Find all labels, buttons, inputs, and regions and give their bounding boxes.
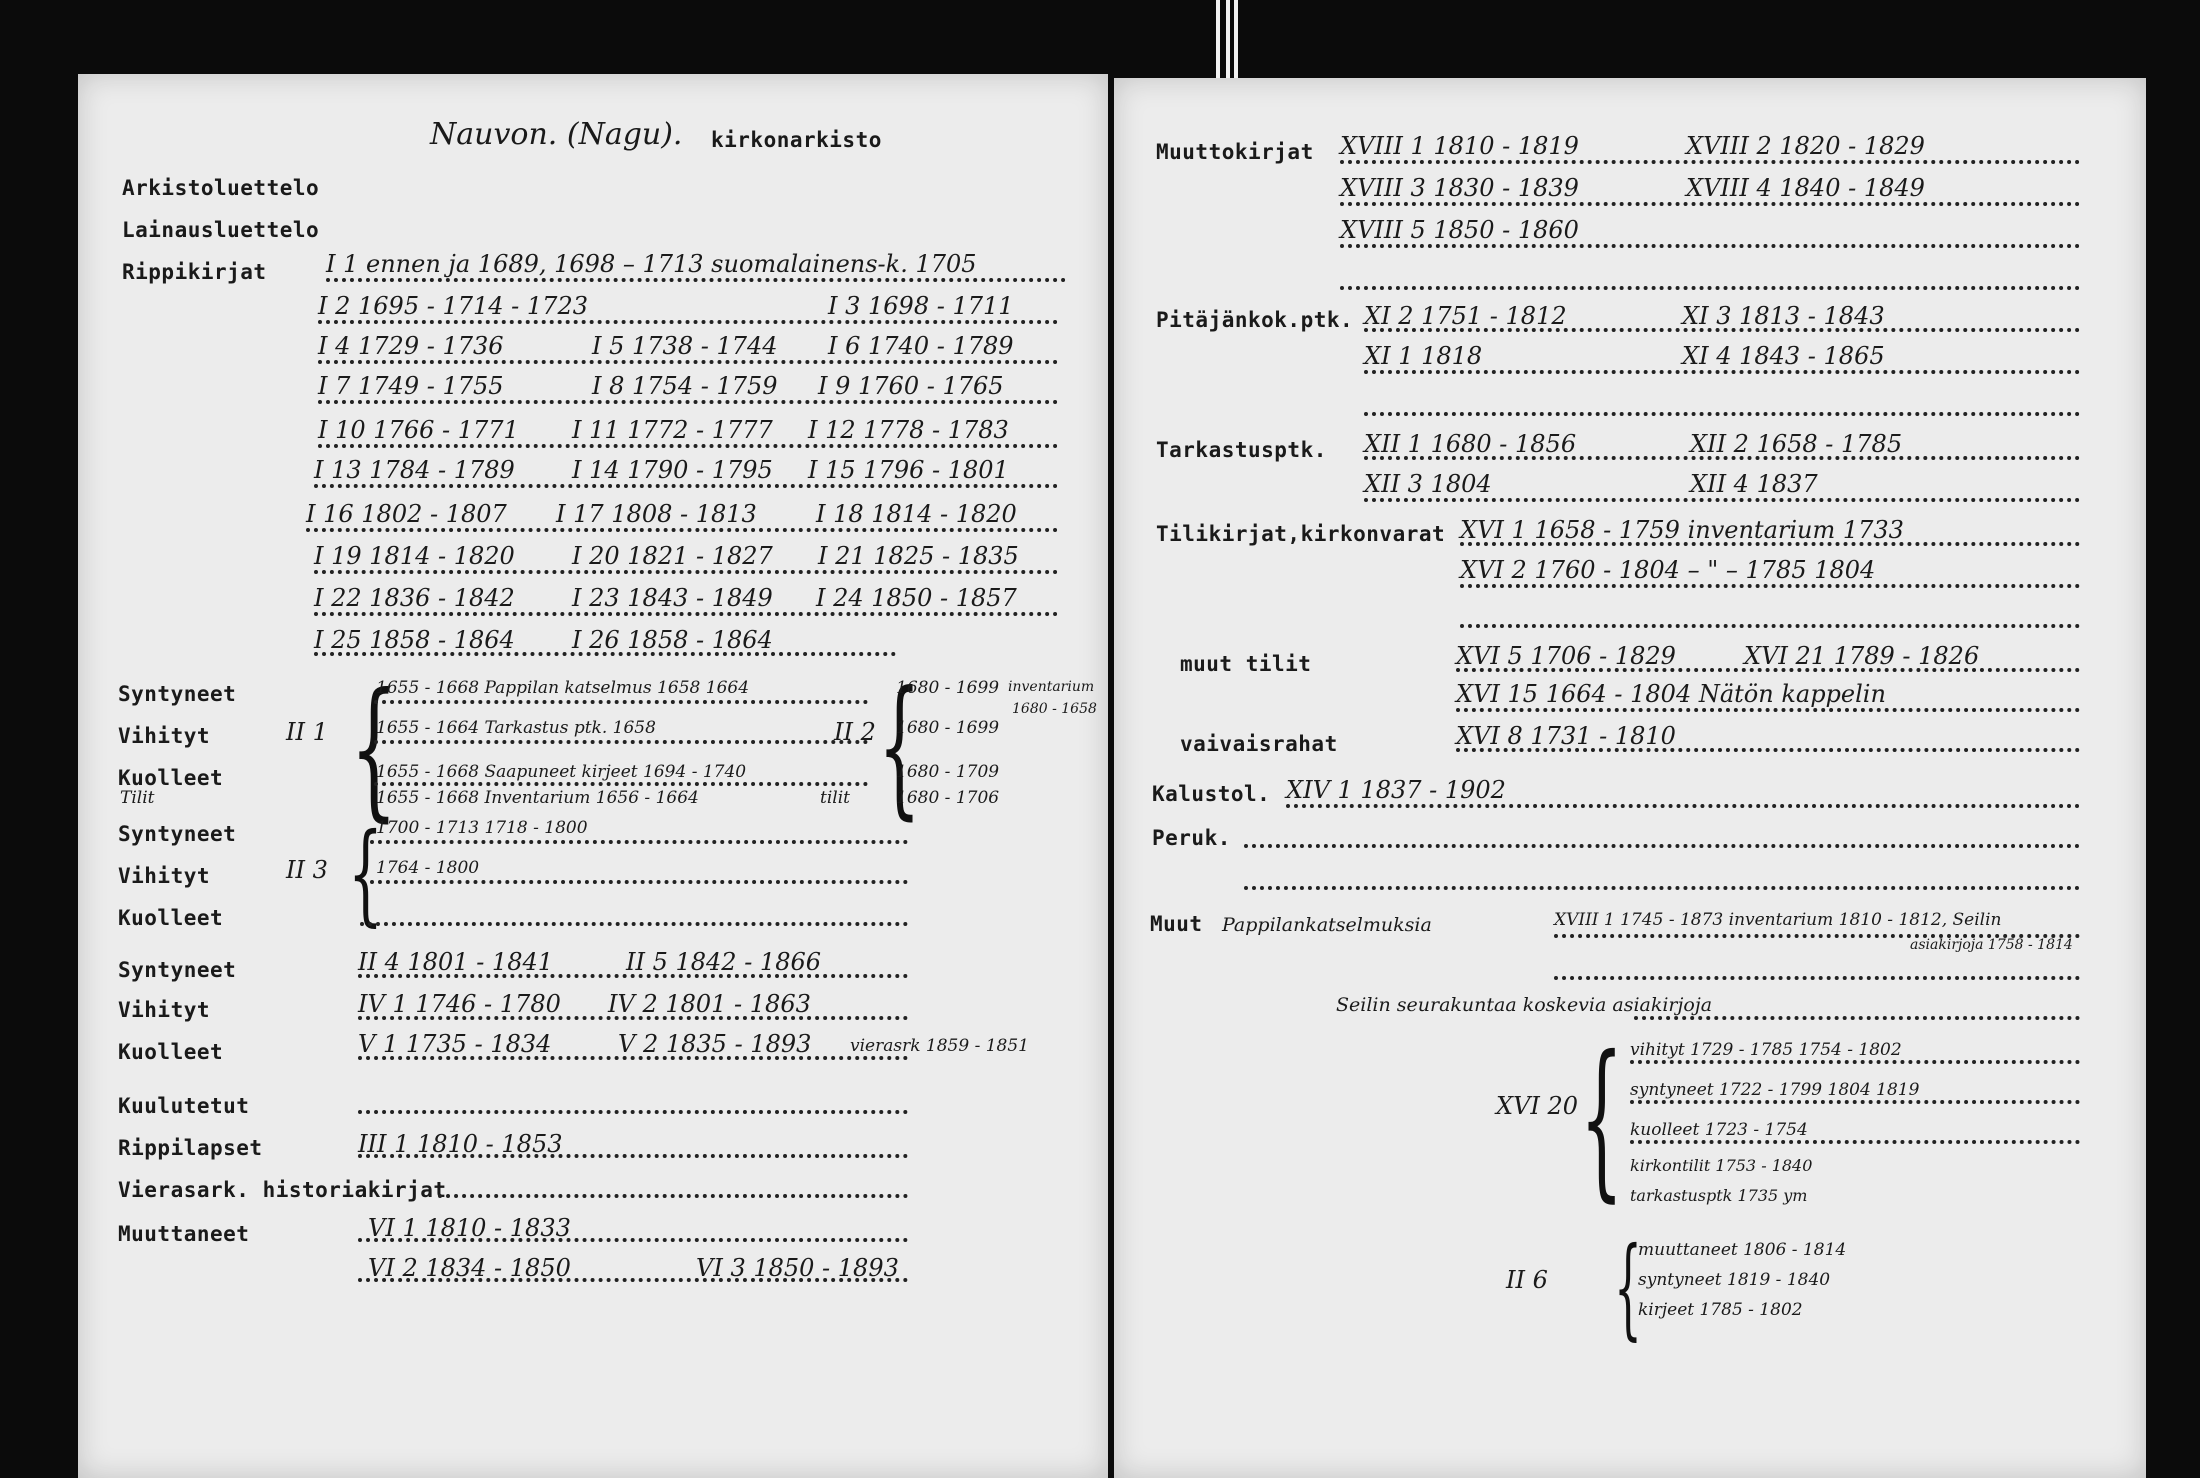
ref-ii-3: II 3 [286,856,328,884]
muut-tilit-row-1a: XVI 5 1706 - 1829 [1456,642,1676,670]
ii2-row-c: 1680 - 1709 [896,762,1000,782]
rippikirjat-row-6c: I 15 1796 - 1801 [808,456,1009,484]
row-v2-note: vierasrk 1859 - 1851 [850,1036,1029,1056]
pitajankok-row-2b: XI 4 1843 - 1865 [1682,342,1885,370]
ii1-row-b: 1655 - 1664 Tarkastus ptk. 1658 [376,718,656,738]
rippikirjat-row-1: I 1 ennen ja 1689, 1698 – 1713 suomalainens-k. 1705 [326,250,977,278]
rippikirjat-row-4a: I 7 1749 - 1755 [318,372,504,400]
muut-text: Pappilankatselmuksia [1222,914,1432,936]
dotted-rule [326,278,1066,282]
rippikirjat-row-9c: I 24 1850 - 1857 [816,584,1017,612]
dotted-rule [1456,748,2080,752]
label-rippilapset: Rippilapset [118,1136,263,1160]
tarkastus-row-2b: XII 4 1837 [1690,470,1818,498]
pitajankok-row-2a: XI 1 1818 [1364,342,1483,370]
rippikirjat-row-4c: I 9 1760 - 1765 [818,372,1004,400]
archive-title: Nauvon. (Nagu). [430,117,683,152]
row-vi1: VI 1 1810 - 1833 [368,1214,571,1242]
muutto-row-2b: XVIII 4 1840 - 1849 [1686,174,1925,202]
dotted-rule [318,400,1058,404]
muutto-row-1a: XVIII 1 1810 - 1819 [1340,132,1579,160]
row-iv1: IV 1 1746 - 1780 [358,990,561,1018]
ref-xvi-20: XVI 20 [1496,1092,1579,1120]
seili-heading: Seilin seurakuntaa koskevia asiakirjoja [1336,994,1713,1016]
inventarium-note-1: inventarium [1008,679,1095,695]
ii6-muuttaneet: muuttaneet 1806 - 1814 [1638,1240,1847,1260]
left-page [78,74,1108,1478]
rippikirjat-row-10a: I 25 1858 - 1864 [314,626,515,654]
muutto-row-2a: XVIII 3 1830 - 1839 [1340,174,1579,202]
tilikirjat-row-2: XVI 2 1760 - 1804 – " – 1785 1804 [1460,556,1876,584]
label-vihityt-1: Vihityt [118,724,211,748]
ii3-row-a: 1700 - 1713 1718 - 1800 [376,818,588,838]
muut-ref-2: asiakirjoja 1758 - 1814 [1910,937,2073,953]
rippikirjat-row-5b: I 11 1772 - 1777 [572,416,773,444]
dotted-rule [1554,934,2080,938]
xvi20-kuolleet: kuolleet 1723 - 1754 [1630,1120,1808,1140]
dotted-rule [318,444,1058,448]
dotted-rule [1340,160,2080,164]
label-arkistoluettelo: Arkistoluettelo [122,176,320,200]
dotted-rule [1364,328,2080,332]
xvi20-tarkastusptk: tarkastusptk 1735 ym [1630,1186,1808,1205]
dotted-rule [1364,412,2080,416]
label-tarkastusptk: Tarkastusptk. [1156,438,1327,462]
rippikirjat-row-5c: I 12 1778 - 1783 [808,416,1009,444]
label-tilit: Tilit [120,788,155,808]
dotted-rule [370,880,908,884]
muut-tilit-row-1b: XVI 21 1789 - 1826 [1744,642,1980,670]
rippikirjat-row-7b: I 17 1808 - 1813 [556,500,757,528]
ii6-syntyneet: syntyneet 1819 - 1840 [1638,1270,1831,1290]
dotted-rule [374,700,868,704]
row-vi3: VI 3 1850 - 1893 [696,1254,899,1282]
label-syntyneet-2: Syntyneet [118,822,237,846]
label-vihityt-3: Vihityt [118,998,211,1022]
dotted-rule [1554,976,2080,980]
right-page [1114,78,2146,1478]
row-iii1: III 1 1810 - 1853 [358,1130,563,1158]
rippikirjat-row-4b: I 8 1754 - 1759 [592,372,778,400]
label-syntyneet-3: Syntyneet [118,958,237,982]
rippikirjat-row-7c: I 18 1814 - 1820 [816,500,1017,528]
rippikirjat-row-10b: I 26 1858 - 1864 [572,626,773,654]
xvi20-kirkontilit: kirkontilit 1753 - 1840 [1630,1156,1813,1175]
pitajankok-row-1a: XI 2 1751 - 1812 [1364,302,1567,330]
dotted-rule [314,570,1058,574]
dotted-rule [358,1056,908,1060]
rippikirjat-row-8a: I 19 1814 - 1820 [314,542,515,570]
ii1-row-d: 1655 - 1668 Inventarium 1656 - 1664 [376,788,699,808]
dotted-rule [1634,1016,2080,1020]
rippikirjat-row-2a: I 2 1695 - 1714 - 1723 [318,292,588,320]
ref-ii-1: II 1 [286,718,328,746]
label-lainausluettelo: Lainausluettelo [122,218,320,242]
ii1-row-d-tail: tilit [820,788,850,808]
vaivaisrahat-row: XVI 8 1731 - 1810 [1456,722,1676,750]
tarkastus-row-1b: XII 2 1658 - 1785 [1690,430,1903,458]
dotted-rule [1460,542,2080,546]
label-muuttokirjat: Muuttokirjat [1156,140,1314,164]
brace-left-3: { [348,809,383,937]
row-ii5: II 5 1842 - 1866 [626,948,822,976]
dotted-rule [1364,456,2080,460]
label-muuttaneet: Muuttaneet [118,1222,250,1246]
dotted-rule [360,922,908,926]
ii1-row-c: 1655 - 1668 Saapuneet kirjeet 1694 - 1740 [376,762,747,782]
rippikirjat-row-6b: I 14 1790 - 1795 [572,456,773,484]
rippikirjat-row-6a: I 13 1784 - 1789 [314,456,515,484]
rippikirjat-row-9a: I 22 1836 - 1842 [314,584,515,612]
dotted-rule [438,1194,908,1198]
dotted-rule [374,782,868,786]
pitajankok-row-1b: XI 3 1813 - 1843 [1682,302,1885,330]
muut-ref: XVIII 1 1745 - 1873 inventarium 1810 - 1812, Seilin [1554,910,2002,930]
ii2-row-d: 1680 - 1706 [896,788,1000,808]
xvi20-vihityt: vihityt 1729 - 1785 1754 - 1802 [1630,1040,1902,1060]
dotted-rule [358,1278,908,1282]
dotted-rule [370,840,908,844]
rippikirjat-row-7a: I 16 1802 - 1807 [306,500,507,528]
dotted-rule [1364,498,2080,502]
brace-left-1: { [350,662,398,836]
dotted-rule [1460,624,2080,628]
label-muut: Muut [1150,912,1203,936]
row-iv2: IV 2 1801 - 1863 [608,990,811,1018]
label-vihityt-2: Vihityt [118,864,211,888]
ii2-row-a: 1680 - 1699 [896,678,1000,698]
dotted-rule [1630,1140,2080,1144]
label-peruk: Peruk. [1152,826,1231,850]
dotted-rule [318,320,1058,324]
tilikirjat-row-1: XVI 1 1658 - 1759 inventarium 1733 [1460,516,1904,544]
tarkastus-row-2a: XII 3 1804 [1364,470,1492,498]
muutto-row-3a: XVIII 5 1850 - 1860 [1340,216,1579,244]
brace-left-2: { [878,660,921,834]
dotted-rule [1460,584,2080,588]
row-vi2: VI 2 1834 - 1850 [368,1254,571,1282]
label-kalustol: Kalustol. [1152,782,1271,806]
label-syntyneet-1: Syntyneet [118,682,237,706]
dotted-rule [358,1110,908,1114]
dotted-rule [314,484,1058,488]
ref-ii-6: II 6 [1506,1266,1548,1294]
label-kuulutetut: Kuulutetut [118,1094,250,1118]
binder-clip [1214,0,1240,80]
label-tilikirjat: Tilikirjat,kirkonvarat [1156,522,1446,546]
dotted-rule [358,1238,908,1242]
kalustol-row: XIV 1 1837 - 1902 [1286,776,1506,804]
ii1-row-a: 1655 - 1668 Pappilan katselmus 1658 1664 [376,678,750,698]
dotted-rule [1456,668,2080,672]
label-vierasark: Vierasark. historiakirjat [118,1178,447,1202]
dotted-rule [358,974,908,978]
rippikirjat-row-9b: I 23 1843 - 1849 [572,584,773,612]
label-kuolleet-2: Kuolleet [118,906,224,930]
dotted-rule [1244,886,2080,890]
tarkastus-row-1a: XII 1 1680 - 1856 [1364,430,1577,458]
ref-ii-2: II 2 [834,718,876,746]
dotted-rule [1456,708,2080,712]
dotted-rule [1340,202,2080,206]
dotted-rule [1286,804,2080,808]
rippikirjat-row-3a: I 4 1729 - 1736 [318,332,504,360]
muutto-row-1b: XVIII 2 1820 - 1829 [1686,132,1925,160]
dotted-rule [1630,1100,2080,1104]
rippikirjat-row-5a: I 10 1766 - 1771 [318,416,519,444]
row-v2: V 2 1835 - 1893 [618,1030,812,1058]
label-pitajankok: Pitäjänkok.ptk. [1156,308,1354,332]
dotted-rule [1340,244,2080,248]
xvi20-syntyneet: syntyneet 1722 - 1799 1804 1819 [1630,1080,1920,1100]
dotted-rule [314,652,896,656]
inventarium-note-2: 1680 - 1658 [1012,701,1097,717]
ii6-kirjeet: kirjeet 1785 - 1802 [1638,1300,1803,1320]
dotted-rule [318,360,1058,364]
label-kuolleet-1: Kuolleet [118,766,224,790]
ii3-row-b: 1764 - 1800 [376,858,480,878]
rippikirjat-row-3c: I 6 1740 - 1789 [828,332,1014,360]
brace-xvi-20: { [1580,1020,1624,1218]
dotted-rule [374,740,868,744]
dotted-rule [1364,370,2080,374]
rippikirjat-row-2b: I 3 1698 - 1711 [828,292,1014,320]
archive-title-suffix: kirkonarkisto [711,128,882,152]
rippikirjat-row-8c: I 21 1825 - 1835 [818,542,1019,570]
label-rippikirjat: Rippikirjat [122,260,267,284]
dotted-rule [358,1016,908,1020]
label-kuolleet-3: Kuolleet [118,1040,224,1064]
rippikirjat-row-8b: I 20 1821 - 1827 [572,542,773,570]
row-ii4: II 4 1801 - 1841 [358,948,554,976]
dotted-rule [306,528,1058,532]
dotted-rule [358,1154,908,1158]
dotted-rule [1244,844,2080,848]
dotted-rule [314,612,1058,616]
row-v1: V 1 1735 - 1834 [358,1030,552,1058]
label-vaivaisrahat: vaivaisrahat [1180,732,1338,756]
label-muut-tilit: muut tilit [1180,652,1312,676]
ii2-row-b: 1680 - 1699 [896,718,1000,738]
rippikirjat-row-3b: I 5 1738 - 1744 [592,332,778,360]
dotted-rule [1340,286,2080,290]
muut-tilit-row-2: XVI 15 1664 - 1804 Nätön kappelin [1456,680,1886,708]
brace-ii-6: { [1614,1223,1642,1351]
dotted-rule [1630,1060,2080,1064]
